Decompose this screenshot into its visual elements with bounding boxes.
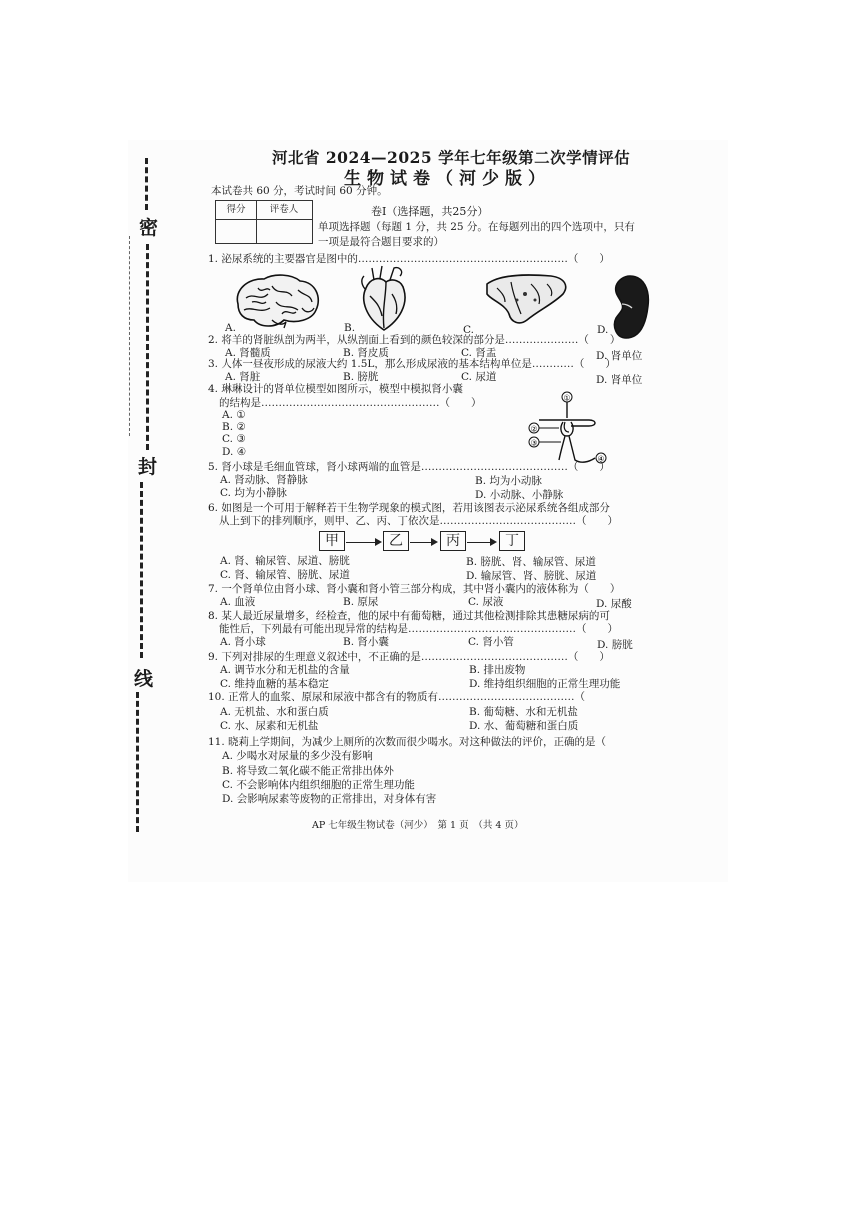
heart-image: [356, 266, 412, 332]
question-3-option-b: B. 膀胱: [343, 371, 379, 383]
kidney-image: [610, 274, 650, 340]
exam-intro: 本试卷共 60 分，考试时间 60 分钟。: [211, 185, 388, 197]
score-box-divider: [256, 201, 257, 243]
question-5-option-b: B. 均为小动脉: [475, 475, 542, 487]
flow-arrow-2: [410, 542, 436, 543]
question-4-option-a: A. ①: [222, 409, 246, 421]
question-6-option-b: B. 膀胱、肾、输尿管、尿道: [466, 556, 596, 568]
question-10-option-a: A. 无机盐、水和蛋白质: [220, 706, 329, 718]
dashed-line-top: [145, 158, 148, 210]
question-8-option-d: D. 膀胱: [597, 639, 633, 651]
question-3-option-c: C. 尿道: [461, 371, 497, 383]
question-2-option-d: D. 肾单位: [596, 350, 643, 362]
question-9-option-c: C. 维持血糖的基本稳定: [220, 678, 329, 690]
question-5-stem: 5. 肾小球是毛细血管球，肾小球两端的血管是……………………………………（ ）: [208, 461, 610, 473]
section-title: 卷Ⅰ（选择题，共25分）: [371, 205, 489, 218]
flow-box-bing: 丙: [440, 531, 466, 551]
nephron-model-diagram: [519, 392, 611, 466]
grader-label: 评卷人: [269, 204, 299, 215]
question-1-option-c: C.: [463, 324, 474, 336]
question-8-option-a: A. 肾小球: [220, 636, 266, 648]
question-7-option-d: D. 尿酸: [596, 598, 632, 610]
question-7-option-b: B. 原尿: [343, 596, 379, 608]
flow-arrow-1: [346, 542, 380, 543]
question-1-option-b: B.: [344, 322, 356, 334]
question-6-stem-line2: 从上到下的排列顺序，则甲、乙、丙、丁依次是…………………………………（ ）: [219, 515, 618, 527]
question-8-option-b: B. 肾小囊: [343, 636, 389, 648]
score-label: 得分: [226, 204, 246, 215]
question-4-option-b: B. ②: [222, 421, 246, 433]
question-9-stem: 9. 下列对排尿的生理意义叙述中，不正确的是……………………………………（ ）: [208, 651, 610, 663]
question-3-option-d: D. 肾单位: [596, 374, 643, 386]
score-box: [215, 200, 313, 244]
question-5-option-d: D. 小动脉、小静脉: [475, 489, 564, 501]
diagram-label-2: ②: [530, 424, 538, 434]
question-7-option-c: C. 尿液: [468, 596, 504, 608]
question-10-option-d: D. 水、葡萄糖和蛋白质: [469, 720, 579, 732]
question-1-option-a: A.: [225, 322, 236, 334]
question-6-option-d: D. 输尿管、肾、膀胱、尿道: [466, 570, 597, 582]
diagram-label-3: ③: [530, 438, 538, 448]
diagram-label-4: ④: [597, 454, 605, 464]
brain-image: [232, 272, 322, 330]
question-5-option-a: A. 肾动脉、肾静脉: [220, 474, 308, 486]
question-7-stem: 7. 一个肾单位由肾小球、肾小囊和肾小管三部分构成，其中肾小囊内的液体称为（ ）: [208, 583, 621, 595]
question-9-option-d: D. 维持组织细胞的正常生理功能: [469, 678, 621, 690]
margin-char-mi: 密: [139, 217, 159, 239]
dashed-line-mid: [146, 244, 149, 450]
flow-box-jia: 甲: [319, 531, 345, 551]
page-footer: AP 七年级生物试卷（河少） 第 1 页 （共 4 页）: [312, 820, 524, 831]
question-3-option-a: A. 肾脏: [225, 371, 261, 383]
question-4-stem-line2: 的结构是……………………………………………（ ）: [219, 397, 482, 409]
section-instruction-1: 单项选择题（每题 1 分，共 25 分。在每题列出的四个选项中，只有: [318, 221, 635, 233]
question-3-stem: 3. 人体一昼夜形成的尿液大约 1.5L，那么形成尿液的基本结构单位是…………（ ）: [208, 358, 616, 370]
liver-image: [481, 270, 569, 328]
question-4-stem-line1: 4. 琳琳设计的肾单位模型如图所示，模型中模拟肾小囊: [208, 383, 463, 395]
question-6-stem-line1: 6. 如图是一个可用于解释若干生物学现象的模式图，若用该图表示泌尿系统各组成部分: [208, 502, 610, 514]
flow-arrow-3: [467, 542, 495, 543]
question-2-option-c: C. 肾盂: [461, 347, 497, 359]
question-1-option-d: D.: [597, 324, 609, 336]
question-4-option-c: C. ③: [222, 433, 246, 445]
question-4-option-d: D. ④: [222, 446, 247, 458]
question-11-stem: 11. 晓莉上学期间，为减少上厕所的次数而很少喝水。对这种做法的评价，正确的是（: [208, 736, 607, 748]
question-10-stem: 10. 正常人的血浆、原尿和尿液中都含有的物质有…………………………………（: [208, 691, 586, 703]
margin-char-feng: 封: [138, 456, 158, 478]
score-box-rule: [216, 219, 312, 220]
question-2-option-b: B. 肾皮质: [343, 347, 389, 359]
question-6-option-c: C. 肾、输尿管、膀胱、尿道: [220, 569, 350, 581]
question-8-stem-line2: 能性后，下列最有可能出现异常的结构是…………………………………………（ ）: [219, 623, 618, 635]
margin-char-xian: 线: [134, 668, 154, 690]
flow-box-yi: 乙: [383, 531, 409, 551]
question-11-option-b: B. 将导致二氧化碳不能正常排出体外: [222, 765, 394, 777]
flow-box-ding: 丁: [499, 531, 525, 551]
dashed-line-bottom: [136, 692, 139, 832]
question-9-option-a: A. 调节水分和无机盐的含量: [220, 664, 350, 676]
margin-thin-line: [129, 236, 130, 436]
question-6-option-a: A. 肾、输尿管、尿道、膀胱: [220, 555, 350, 567]
exam-subtitle: 生物试卷（河少版）: [344, 169, 551, 189]
question-7-option-a: A. 血液: [220, 596, 256, 608]
question-10-option-b: B. 葡萄糖、水和无机盐: [469, 706, 578, 718]
question-5-option-c: C. 均为小静脉: [220, 487, 287, 499]
question-2-stem: 2. 将羊的肾脏纵剖为两半，从纵剖面上看到的颜色较深的部分是…………………（ ）: [208, 334, 621, 346]
question-8-stem-line1: 8. 某人最近尿量增多，经检查，他的尿中有葡萄糖，通过其他检测排除其患糖尿病的可: [208, 610, 610, 622]
exam-title: 河北省 2024—2025 学年七年级第二次学情评估: [272, 148, 631, 167]
question-8-option-c: C. 肾小管: [468, 636, 514, 648]
question-1-stem: 1. 泌尿系统的主要器官是图中的……………………………………………………（ ）: [208, 253, 610, 265]
diagram-label-1: ①: [563, 393, 571, 403]
question-2-option-a: A. 肾髓质: [225, 347, 271, 359]
section-instruction-2: 一项是最符合题目要求的）: [318, 236, 444, 248]
question-10-option-c: C. 水、尿素和无机盐: [220, 720, 319, 732]
question-11-option-d: D. 会影响尿素等废物的正常排出，对身体有害: [222, 793, 437, 805]
dashed-line-lower: [140, 482, 143, 658]
question-11-option-a: A. 少喝水对尿量的多少没有影响: [222, 750, 373, 762]
question-11-option-c: C. 不会影响体内组织细胞的正常生理功能: [222, 779, 415, 791]
question-9-option-b: B. 排出废物: [469, 664, 526, 676]
